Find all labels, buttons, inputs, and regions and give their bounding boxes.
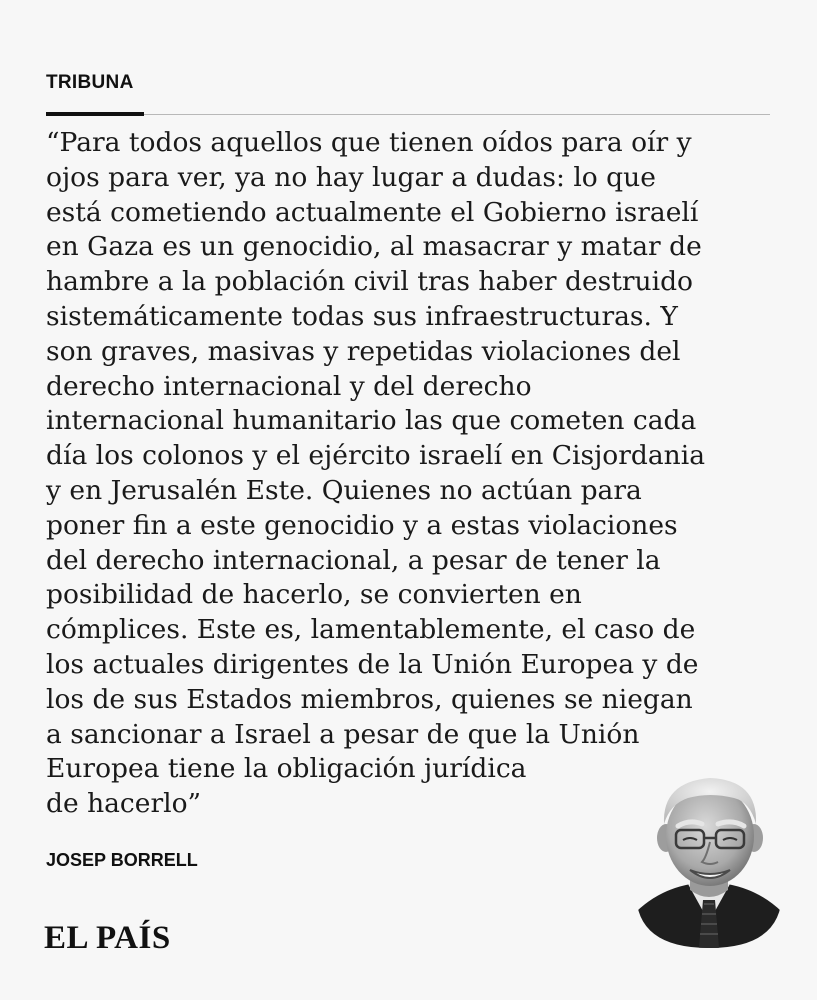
quote-line: internacional humanitario las que cometen cada — [46, 405, 697, 437]
publication-logo: EL PAÍS — [44, 920, 171, 956]
quote-line: está cometiendo actualmente el Gobierno israelí — [46, 196, 699, 228]
quote-line: derecho internacional y del derecho — [46, 370, 532, 402]
quote-line: de hacerlo” — [46, 788, 202, 820]
quote-line: a sancionar a Israel a pesar de que la Unión — [46, 718, 640, 750]
quote-line: son graves, masivas y repetidas violaciones del — [46, 335, 681, 367]
quote-line: ojos para ver, ya no hay lugar a dudas: lo que — [46, 161, 656, 193]
header-rule — [46, 114, 770, 115]
quote-line: los de sus Estados miembros, quienes se niegan — [46, 683, 693, 715]
quote-line: sistemáticamente todas sus infraestructuras. Y — [46, 300, 678, 332]
quote-line: los actuales dirigentes de la Unión Europea y de — [46, 648, 699, 680]
quote-line: posibilidad de hacerlo, se convierten en — [46, 579, 582, 611]
quote-line: cómplices. Este es, lamentablemente, el caso de — [46, 614, 696, 646]
quote-line: del derecho internacional, a pesar de tener la — [46, 544, 661, 576]
author-name: JOSEP BORRELL — [46, 850, 198, 870]
section-label: TRIBUNA — [46, 72, 134, 93]
portrait-illustration — [636, 772, 782, 948]
quote-line: en Gaza es un genocidio, al masacrar y matar de — [46, 231, 702, 263]
quote-line: hambre a la población civil tras haber destruido — [46, 266, 693, 298]
quote-line: “Para todos aquellos que tienen oídos para oír y — [46, 127, 692, 158]
author-portrait — [636, 772, 782, 948]
header-rule-accent — [46, 112, 144, 116]
quote-line: poner fin a este genocidio y a estas violaciones — [46, 509, 678, 541]
quote-line: día los colonos y el ejército israelí en Cisjordania — [46, 440, 706, 472]
quote-line: Europea tiene la obligación jurídica — [46, 753, 527, 785]
quote-line: y en Jerusalén Este. Quienes no actúan para — [46, 474, 642, 506]
quote-text — [46, 126, 786, 822]
